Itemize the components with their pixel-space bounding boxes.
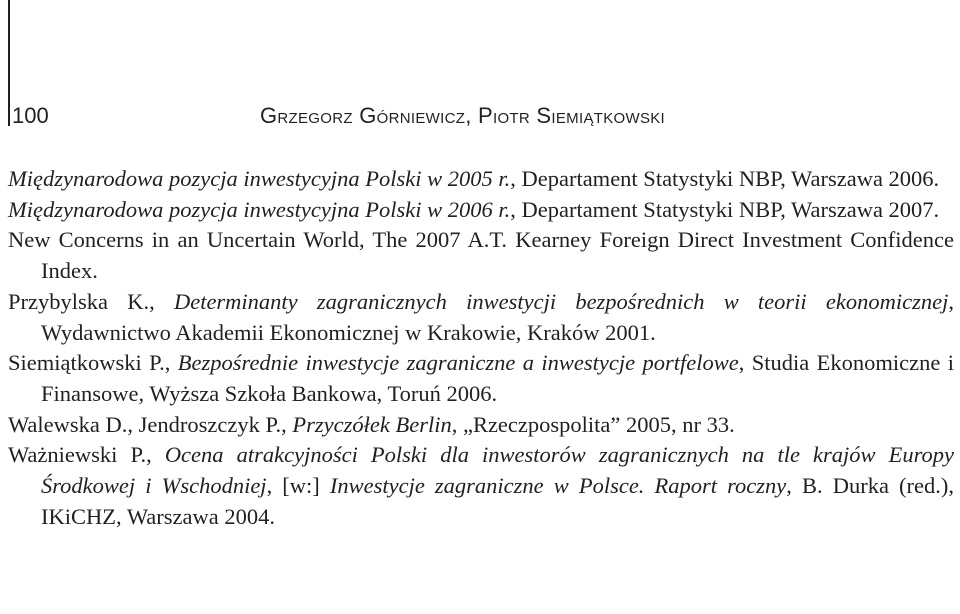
bibliography-entry <box>8 225 954 286</box>
running-head-authors: Grzegorz Górniewicz, Piotr Siemiątkowski <box>260 103 666 128</box>
entry-segment: , Departament Statystyki NBP, Warszawa 2007. <box>510 196 940 222</box>
entry-segment: Inwestycje zagraniczne w Polsce. Raport roczny <box>329 473 787 499</box>
bibliography-entry <box>8 164 954 195</box>
entry-segment: , [w:] <box>266 473 330 499</box>
page-header <box>12 103 952 133</box>
entry-segment: Międzynarodowa pozycja inwestycyjna Polski w 2005 r. <box>8 166 511 191</box>
entry-segment: Przyczółek Berlin <box>292 411 452 437</box>
header-vertical-rule <box>8 0 10 126</box>
entry-segment: Determinanty zagranicznych inwestycji bezpośrednich w teorii ekonomicznej <box>173 288 949 314</box>
entry-segment: Przybylska K., <box>8 288 174 314</box>
entry-segment: , Wydawnictwo Akademii Ekonomicznej w Krakowie, Kraków 2001. <box>41 288 954 345</box>
entry-segment: Siemiątkowski P., <box>8 350 178 376</box>
entry-segment: , „Rzeczpospolita” 2005, nr 33. <box>451 411 735 437</box>
bibliography-entry <box>8 440 954 532</box>
entry-segment: Ważniewski P., <box>8 442 165 468</box>
bibliography-entry <box>8 348 954 409</box>
entry-segment: Międzynarodowa pozycja inwestycyjna Polski w 2006 r. <box>8 196 511 222</box>
bibliography-entry <box>8 410 954 441</box>
entry-segment: Ocena atrakcyjności Polski dla inwestorów zagranicznych na tle krajów Europy Środkowej i Wschodniej <box>41 442 955 499</box>
bibliography-entry <box>8 287 954 348</box>
bibliography-list <box>8 164 954 532</box>
entry-segment: , B. Durka (red.), IKiCHZ, Warszawa 2004. <box>41 473 954 529</box>
entry-segment: Walewska D., Jendroszczyk P., <box>8 411 293 437</box>
entry-segment: , Departament Statystyki NBP, Warszawa 2006. <box>510 166 940 191</box>
entry-segment: , Studia Ekonomiczne i Finansowe, Wyższa Szkoła Bankowa, Toruń 2006. <box>41 350 954 406</box>
page-number: 100 <box>12 103 49 128</box>
entry-segment: New Concerns in an Uncertain World, The 2007 A.T. Kearney Foreign Direct Investment Confidence Index. <box>8 227 954 284</box>
bibliography-entry <box>8 195 954 226</box>
entry-segment: Bezpośrednie inwestycje zagraniczne a inwestycje portfelowe <box>177 350 739 376</box>
